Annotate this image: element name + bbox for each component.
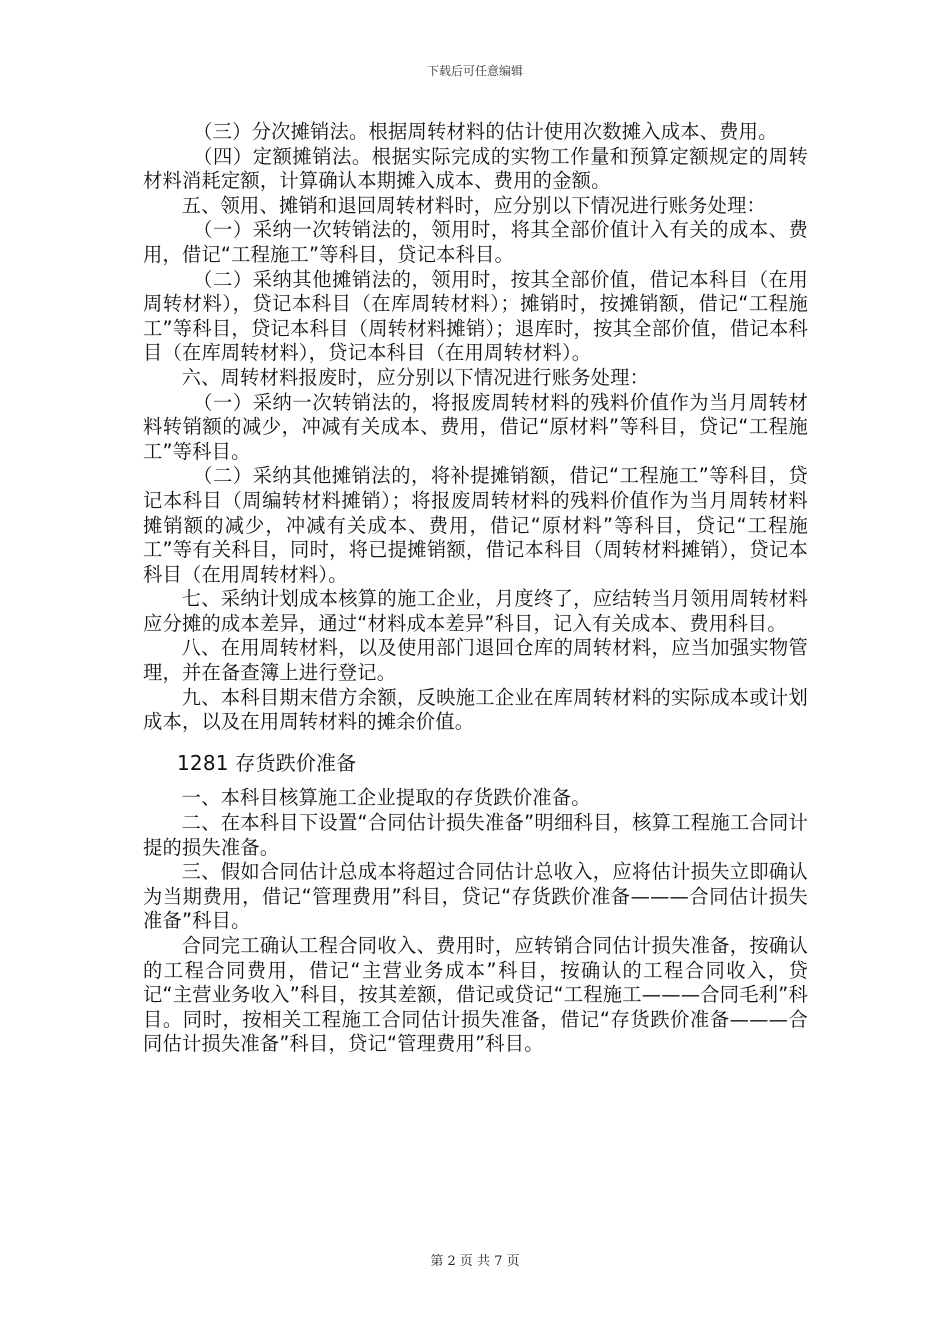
paragraph: 一、本科目核算施工企业提取的存货跌价准备。 [181,786,591,810]
paragraph: 三、假如合同估计总成本将超过合同估计总收入，应将估计损失立即确认为当期费用，借记“管理费用”科目，贷记“存货跌价准备———合同估计损失准备”科目。 [143,860,808,933]
paragraph: （一）采纳一次转销法的，领用时，将其全部价值计入有关的成本、费用，借记“工程施工”等科目，贷记本科目。 [143,218,808,266]
paragraph: 二、在本科目下设置“合同估计损失准备”明细科目，核算工程施工合同计提的损失准备。 [143,811,808,859]
page-number: 第 2 页 共 7 页 [430,1254,520,1269]
paragraph: 八、在用周转材料，以及使用部门退回仓库的周转材料，应当加强实物管理，并在备查簿上进行登记。 [143,636,808,685]
paragraph: 五、领用、摊销和退回周转材料时，应分别以下情况进行账务处理： [181,193,767,217]
paragraph: 六、周转材料报废时，应分别以下情况进行账务处理： [181,365,650,389]
paragraph: 九、本科目期末借方余额，反映施工企业在库周转材料的实际成本或计划成本，以及在用周转材料的摊余价值。 [143,685,808,734]
paragraph: （一）采纳一次转销法的，将报废周转材料的残料价值作为当月周转材料转销额的减少，冲减有关成本、费用，借记“原材料”等科目，贷记“工程施工”等科目。 [143,390,808,463]
paragraph: 合同完工确认工程合同收入、费用时，应转销合同估计损失准备，按确认的工程合同费用，借记“主营业务成本”科目，按确认的工程合同收入，贷记“主营业务收入”科目，按其差额，借记或贷记“工程施工———合同毛利”科目。同时，按相关工程施工合同估计损失准备，借记“存货跌价准备———合同估计损失准备”科目，贷记“管理费用”科目。 [143,934,808,1056]
paragraph: （四）定额摊销法。根据实际完成的实物工作量和预算定额规定的周转材料消耗定额，计算确认本期摊入成本、费用的金额。 [143,144,808,193]
paragraph: （三）分次摊销法。根据周转材料的估计使用次数摊入成本、费用。 [193,120,778,143]
paragraph: 七、采纳计划成本核算的施工企业，月度终了，应结转当月领用周转材料应分摊的成本差异，通过“材料成本差异”科目，记入有关成本、费用科目。 [143,587,808,635]
page-header: 下载后可任意编辑 [426,64,523,78]
paragraph: （二）采纳其他摊销法的，将补提摊销额，借记“工程施工”等科目，贷记本科目（周编转材料摊销）；将报废周转材料的残料价值作为当月周转材料摊销额的减少，冲减有关成本、费用，借记“原材料”等科目，贷记“工程施工”等有关科目，同时，将已提摊销额，借记本科目（周转材料摊销），贷记本科目（在用周转材料）。 [143,464,808,586]
section-title: 1281 存货跌价准备 [177,750,357,775]
paragraph: （二）采纳其他摊销法的，领用时，按其全部价值，借记本科目（在用周转材料），贷记本科目（在库周转材料）；摊销时，按摊销额，借记“工程施工”等科目，贷记本科目（周转材料摊销）；退库时，按其全部价值，借记本科目（在库周转材料），贷记本科目（在用周转材料）。 [143,267,808,365]
document-body [143,120,808,1057]
